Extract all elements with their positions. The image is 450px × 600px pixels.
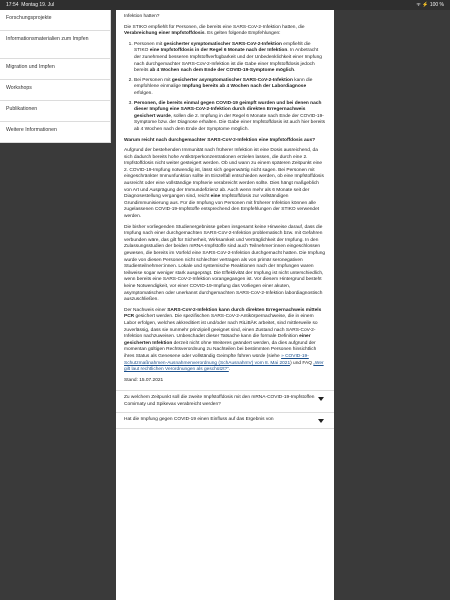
sub-question-heading: Warum reicht nach durchgemachter SARS-CoV-2-Infektion eine Impfstoffdosis aus? — [124, 137, 316, 143]
list-item: 3. Personen, die bereits einmal gegen COVID-19 geimpft wurden und bei denen nach dieser Impfung eine SARS-CoV-2-Infektion durch direkten Erregernachweis gesichert wurde, sollen die 2. Impfung in der Regel 6 Monate nach Ende der COVID-19-Symptome bzw. der Diagnose erhalten. Die Gabe einer Impfstoffdosis ist auch hier bereits ab 4 Wochen nach dem Ende der Symptome möglich. — [134, 101, 326, 134]
date-stamp: Stand: 15.07.2021 — [124, 377, 164, 383]
accordion-item-test-result[interactable] — [116, 413, 334, 429]
sidebar-item-migration[interactable]: Migration und Impfen — [0, 59, 110, 80]
question-tail: Infektion hatten? — [124, 14, 160, 19]
chevron-down-icon — [318, 419, 324, 423]
chevron-down-icon — [318, 397, 324, 401]
paragraph-immunity: Aufgrund der bestehenden Immunität nach früherer Infektion ist eine Dosis ausreichend, da sich dadurch bereits hohe Antikörperkonzentrationen erzielen lassen, die durch eine 2. Impfstoffdosis nicht weiter gesteigert werden. Ob und wann zu einem späteren Zeitpunkt eine 2. COVID-19-Impfung notwendig ist, lässt sich gegenwärtig nicht sagen. Bei Personen mit eingeschränkter Immunfunktion sollte im Einzelfall entschieden werden, ob eine Impfstoffdosis ausreicht oder eine vollständige Impfserie verabreicht werden sollte. Dies hängt maßgeblich von Art und Ausprägung der Immundefizienz ab. Auch wenn mehr als 6 Monate seit der Diagnosestellung vergangen sind, reicht eine Impfstoffdosis zur vollständigen Grundimmunisierung aus. Für die Impfung von Personen mit früherer Infektion können alle zugelassenen COVID-19-Impfstoffe entsprechend den Empfehlungen der STIKO verwendet werden. — [124, 148, 324, 220]
main-content — [116, 10, 334, 600]
accordion-item-label: Zu welchem Zeitpunkt soll die zweite Impfstoffdosis mit den mRNA-COVID-19-Impfstoffen Comirnaty und Spikevax verabreicht werden? — [124, 395, 315, 407]
faq-answer — [116, 10, 334, 384]
sidebar-item-forschungsprojekte[interactable]: Forschungsprojekte — [0, 10, 110, 31]
list-item: 2. Bei Personen mit gesicherter asymptomatischer SARS-CoV-2-Infektion kann die empfohlene einmalige Impfung bereits ab 4 Wochen nach der Labordiagnose erfolgen. — [134, 78, 326, 98]
status-indicators: ᯤ ⚡ 100 % — [416, 2, 444, 8]
accordion-item-second-dose[interactable] — [116, 391, 334, 413]
sidebar-item-weitere-informationen[interactable]: Weitere Informationen — [0, 122, 110, 143]
sidebar-item-publikationen[interactable]: Publikationen — [0, 101, 110, 122]
paragraph-evidence: Der Nachweis einer SARS-CoV-2-Infektion kann durch direkten Erregernachweis mittels PCR gesichert werden. Die spezifischen SARS-CoV-2-Antikörpernachweise, die in einem Labor erfolgen, welches akkreditiert ist und/oder nach RiLiBÄK arbeitet, sind mittlerweile so zuverlässig, dass sie nunmehr prinzipiell geeignet sind, einen Zustand nach SARS-CoV-2-Infektion nachzuweisen. Unbeschadet dieser Tatsache kann die formale Definition einer gesicherten Infektion derzeit nicht ohne Weiteres geändert werden, da dies aufgrund der momentan gültigen Rechtsverordnung zu Nachteilen bei bestimmten Personen hinsichtlich ihres Status als Genesene oder vollständig Geimpfte führen würde (siehe » COVID-19-Schutzmaßnahmen-Ausnahmenverordnung (SchAusnahmV) vom 8. Mai 2021) und FAQ „Wer gilt laut rechtlichen Verordnungen als geschützt?“. — [124, 307, 324, 373]
accordion-item-label: Hat die Impfung gegen COVID-19 einen Einfluss auf das Ergebnis von — [124, 417, 274, 423]
sidebar-item-informationsmaterialien[interactable]: Informationsmaterialien zum Impfen — [0, 31, 110, 59]
page — [0, 10, 450, 600]
sidebar-item-workshops[interactable]: Workshops — [0, 80, 110, 101]
link-schausnahmv[interactable]: » COVID-19-Schutzmaßnahmen-Ausnahmenverordnung (SchAusnahmV) vom 8. Mai 2021 — [124, 353, 309, 366]
intro-paragraph: Die STIKO empfiehlt für Personen, die bereits eine SARS-CoV-2-Infektion hatten, die Verabreichung einer Impfstoffdosis. Es gelten folgende Empfehlungen: — [124, 24, 305, 37]
link-faq-geschuetzt[interactable]: „Wer gilt laut rechtlichen Verordnungen als geschützt?“ — [124, 360, 324, 373]
recommendation-list — [124, 42, 326, 134]
faq-accordion — [116, 390, 334, 429]
sidebar-nav — [0, 10, 111, 143]
list-item: 1. Personen mit gesicherter symptomatischer SARS-CoV-2-Infektion empfiehlt die STIKO eine Impfstoffdosis in der Regel 6 Monate nach der Infektion. In Anbetracht der zunehmend besseren Impfstoffverfügbarkeit und der Unbedenklichkeit einer Impfung nach durchgemachter SARS-CoV-2-Infektion ist die Gabe einer Impfstoffdosis jedoch bereits ab 4 Wochen nach dem Ende der COVID-19-Symptome möglich. — [134, 42, 326, 75]
paragraph-studies: Die bisher vorliegenden Studienergebnisse geben insgesamt keine Hinweise darauf, dass die Impfung nach einer durchgemachten SARS-CoV-2-Infektion problematisch bzw. mit Gefahren verbunden wäre, das gilt für Sicherheit, Wirksamkeit und Verträglichkeit der Impfung. In den Zulassungsstudien der beiden mRNA-Impfstoffe sind auch Teilnehmer:innen eingeschlossen gewesen, die bereits im Vorfeld eine SARS-CoV-2-Infektion durchgemacht hatten. Die Impfung wurde von diesen Personen nicht schlechter vertragen als von primär seronegativen Studienteilnehmer:innen. Lokale und systemische Reaktionen nach der Impfungen waren teilweise sogar weniger stark ausgeprägt. Die Effektivität der Impfung ist nicht unterschiedlich, wenn bereits eine SARS-CoV-2-Infektion vorangegangen ist. Vor diesem Hintergrund besteht keine Notwendigkeit, vor einer COVID-19-Impfung das Vorliegen einer akuten, asymptomatischen oder unerkannt durchgemachten SARS-CoV-2-Infektion labordiagnostisch auszuschließen. — [124, 224, 326, 303]
status-bar — [0, 0, 450, 10]
status-time-date: 17:54 Montag 19. Jul — [6, 2, 55, 8]
